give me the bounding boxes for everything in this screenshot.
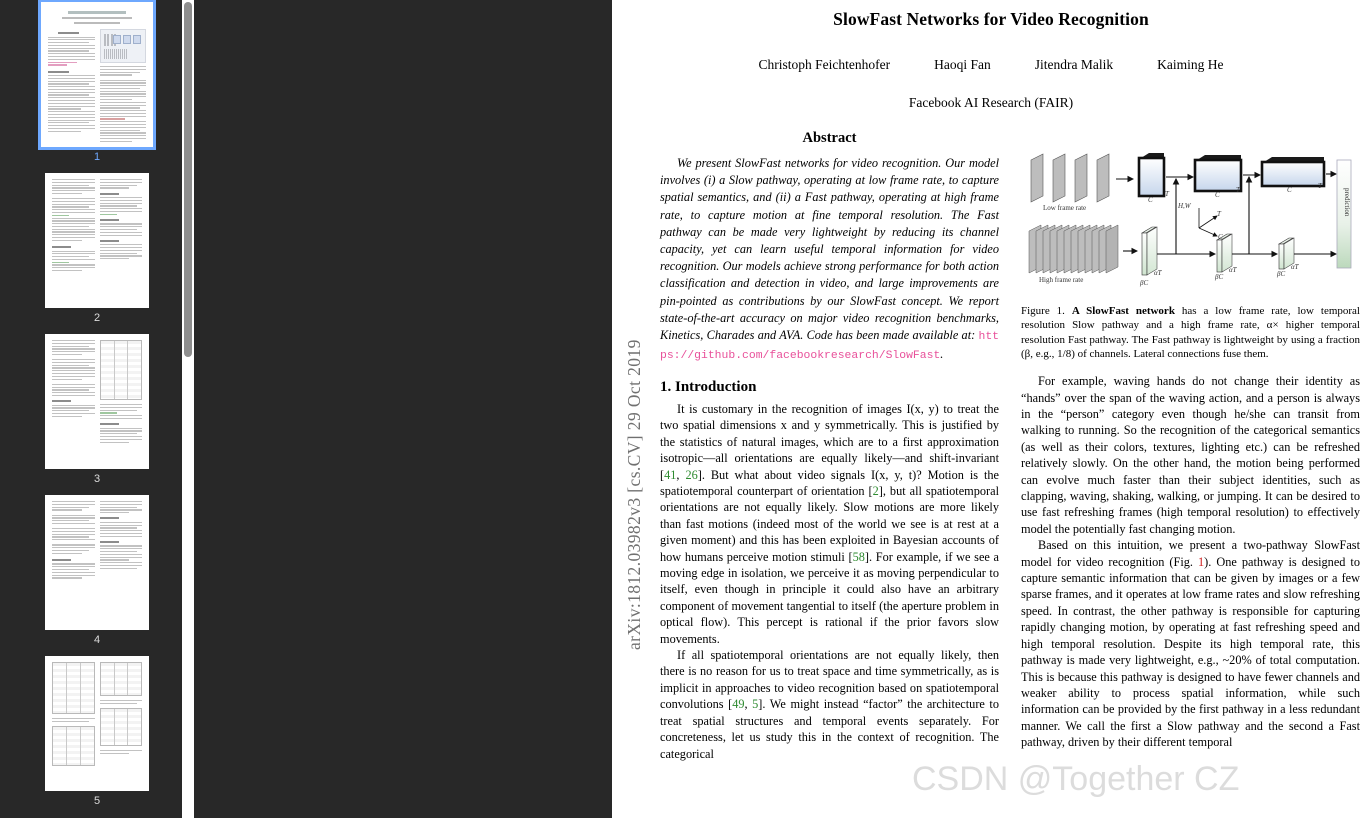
label-axis-t: T [1217, 210, 1221, 218]
citation-link[interactable]: 58 [852, 549, 865, 564]
slow-block-1 [1139, 153, 1164, 196]
thumbnail-image-1[interactable] [41, 2, 153, 147]
label-fast-bc-1: βC [1140, 279, 1149, 287]
figure-caption-bold: A SlowFast network [1071, 305, 1175, 317]
figure-label: Figure 1. [1021, 305, 1065, 317]
right-paragraph-1: For example, waving hands do not change their identity as “hands” over the span of the waving action, and a person is always in the “person” category even though he/she can transit from walking to running. So the recognition of the categorical semantics (as well as their colors, textures, lighting etc.) can be refreshed relatively slowly. On the other hand, the motion being performed can evolve much faster than their subject identities, such as clapping, waving, shaking, walking, or jumping. It can be desired to use fast refreshing frames (high temporal resolution) to effectively model the potentially fast changing motion. [1021, 374, 1360, 536]
label-slow-c-2: C [1215, 191, 1220, 199]
slow-block-3 [1262, 157, 1324, 186]
watermark: CSDN @Together CZ [912, 760, 1240, 798]
thumbnail-page-3[interactable] [0, 334, 194, 495]
figure-1-caption [1021, 304, 1360, 361]
fast-block-1 [1142, 227, 1157, 275]
text-run: ). One pathway is designed to capture semantic information that can be given by images or a few sparse frames, and it operates at low frame rates and slow refreshing speed. In contrast, the other pathway is responsible for capturing rapidly changing motion, by operating at fast refreshing speed and high temporal resolution. Despite its high temporal rate, this pathway is made very lightweight, e.g., ~20% of total computation. This is because this pathway is designed to have fewer channels and weaker ability to process spatial information, while such information can be provided by the first pathway in a less redundant manner. We call the first a Slow pathway and the second a Fast pathway, driven by their different temporal [1021, 554, 1360, 750]
thumbnail-sidebar[interactable] [0, 0, 194, 818]
thumbnail-page-number: 1 [93, 151, 101, 163]
thumbnail-page-number: 5 [93, 795, 101, 807]
thumbnail-page-1[interactable] [0, 2, 194, 173]
label-fast-at-2: αT [1229, 266, 1237, 274]
text-run: ]. We might instead “factor” the architecture to treat spatial structures and temporal events separately. For concreteness, let us study this in the context of recognition. The categorical [660, 697, 999, 761]
label-axis-c: C [1218, 233, 1223, 241]
citation-link[interactable]: 2 [872, 484, 879, 498]
thumbnail-page-number: 2 [93, 312, 101, 324]
figure-1-diagram [1021, 138, 1360, 298]
label-slow-c-3: C [1287, 186, 1292, 194]
thumbnail-page-number: 4 [93, 634, 101, 646]
intro-paragraph-2 [660, 647, 999, 762]
citation-link[interactable]: 49 [732, 697, 745, 712]
thumbnail-image-4[interactable] [45, 495, 149, 630]
abstract-url[interactable]: https://github.com/facebookresearch/SlowFast [660, 331, 999, 362]
text-run: Based on this intuition, we present a two-pathway SlowFast model for video recognition (Fig. [1021, 538, 1360, 569]
slow-block-2 [1195, 155, 1241, 191]
citation-link[interactable]: 26 [685, 467, 698, 482]
axis-indicator [1199, 208, 1217, 236]
intro-paragraph-1 [660, 401, 999, 647]
thumbnail-scrollbar-track[interactable] [182, 0, 194, 818]
label-axis-hw: H,W [1178, 202, 1191, 210]
pdf-page-1 [612, 0, 1370, 818]
left-column [660, 130, 999, 818]
label-fast-bc-3: βC [1277, 270, 1286, 278]
label-high-frame-rate: High frame rate [1039, 276, 1084, 284]
thumbnail-scrollbar-thumb[interactable] [184, 2, 192, 357]
label-fast-bc-2: βC [1215, 273, 1224, 281]
label-slow-t-3: T [1318, 182, 1322, 190]
label-slow-t-2: T [1236, 186, 1240, 194]
abstract-text [660, 155, 999, 365]
label-fast-at-1: αT [1154, 269, 1162, 277]
abstract-heading: Abstract [802, 130, 857, 146]
page-title: SlowFast Networks for Video Recognition [833, 9, 1149, 29]
thumbnail-page-4[interactable] [0, 495, 194, 656]
viewer-background-gutter [194, 0, 612, 818]
affiliation: Facebook AI Research (FAIR) [908, 95, 1074, 110]
citation-link[interactable]: 41 [664, 467, 677, 482]
citation-link[interactable]: 5 [752, 697, 759, 712]
slow-input-frames [1031, 154, 1109, 202]
text-run: ]. But what about video signals I(x, y, t)? Motion is the spatiotemporal counterpart of orientation [ [660, 467, 999, 498]
label-slow-c-1: C [1148, 196, 1153, 204]
text-run: It is customary in the recognition of images I(x, y) to treat the two spatial dimensions x and y symmetrically. This is justified by the statistics of natural images, which are to a first approximation isotropic—all orientations are equally likely—and shift-invariant [ [660, 401, 999, 482]
fast-input-frames [1029, 225, 1118, 273]
label-low-frame-rate: Low frame rate [1043, 204, 1087, 212]
thumbnail-page-2[interactable] [0, 173, 194, 334]
text-run: ], but all spatiotemporal orientations are not equally likely. Slow motions are more likely than fast motions (indeed most of the world we see is at rest at a given moment) and this has been exploited in Bayesian accounts of how humans perceive motion stimuli [ [660, 484, 999, 564]
figure-caption-rest: has a low frame rate, low temporal resolution Slow pathway and a high frame rate, α× higher temporal resolution Fast pathway. The Fast pathway is lightweight by using a fraction (β, e.g., 1/8) of channels. Lateral connections fuse them. [1021, 305, 1360, 360]
thumbnail-page-number: 3 [93, 473, 101, 485]
thumbnail-image-3[interactable] [45, 334, 149, 469]
right-column [1021, 130, 1360, 818]
two-column-body [660, 130, 1360, 818]
text-run: If all spatiotemporal orientations are not equally likely, then there is no reason for us to treat space and time symmetrically, as is implicit in approaches to video recognition based on spatiotemporal convolutions [ [660, 648, 999, 712]
thumbnail-page-5[interactable] [0, 656, 194, 817]
label-prediction: prediction [1343, 188, 1351, 217]
thumbnail-image-5[interactable] [45, 656, 149, 791]
arxiv-stamp: arXiv:1812.03982v3 [cs.CV] 29 Oct 2019 [624, 339, 644, 650]
author: Kaiming He [1157, 57, 1224, 72]
figure-reference-link[interactable]: 1 [1198, 554, 1205, 569]
author: Jitendra Malik [1034, 57, 1114, 72]
introduction-heading: 1. Introduction [660, 378, 757, 395]
abstract-tail: . [940, 347, 944, 361]
author: Christoph Feichtenhofer [758, 57, 891, 72]
text-run: , [676, 467, 686, 482]
text-run: , [744, 697, 753, 712]
abstract-body: We present SlowFast networks for video recognition. Our model involves (i) a Slow pathway, operating at low frame rate, to capture spatial semantics, and (ii) a Fast pathway, operating at high frame rate, to capture motion at fine temporal resolution. The Fast pathway can be made very lightweight by reducing its channel capacity, yet can learn useful temporal information for video recognition. Our models achieve strong performance for both action classification and detection in video, and large improvements are pin-pointed as contributions by our SlowFast concept. We report state-of-the-art accuracy on major video recognition benchmarks, Kinetics, Charades and AVA. Code has been made available at: [660, 156, 999, 343]
label-slow-t-1: T [1165, 190, 1169, 198]
author: Haoqi Fan [934, 57, 991, 72]
slowfast-architecture-svg [1021, 138, 1360, 298]
text-run: ]. For example, if we see a moving edge in isolation, we perceive it as moving perpendicular to itself, even though in principle it could also have an arbitrary component of movement tangential to itself (the aperture problem in optical flow). This percept is rational if the prior favors slow movements. [660, 549, 1000, 646]
label-fast-at-3: αT [1291, 263, 1299, 271]
right-paragraph-2 [1021, 537, 1360, 750]
author-list [612, 57, 1370, 73]
thumbnail-image-2[interactable] [45, 173, 149, 308]
